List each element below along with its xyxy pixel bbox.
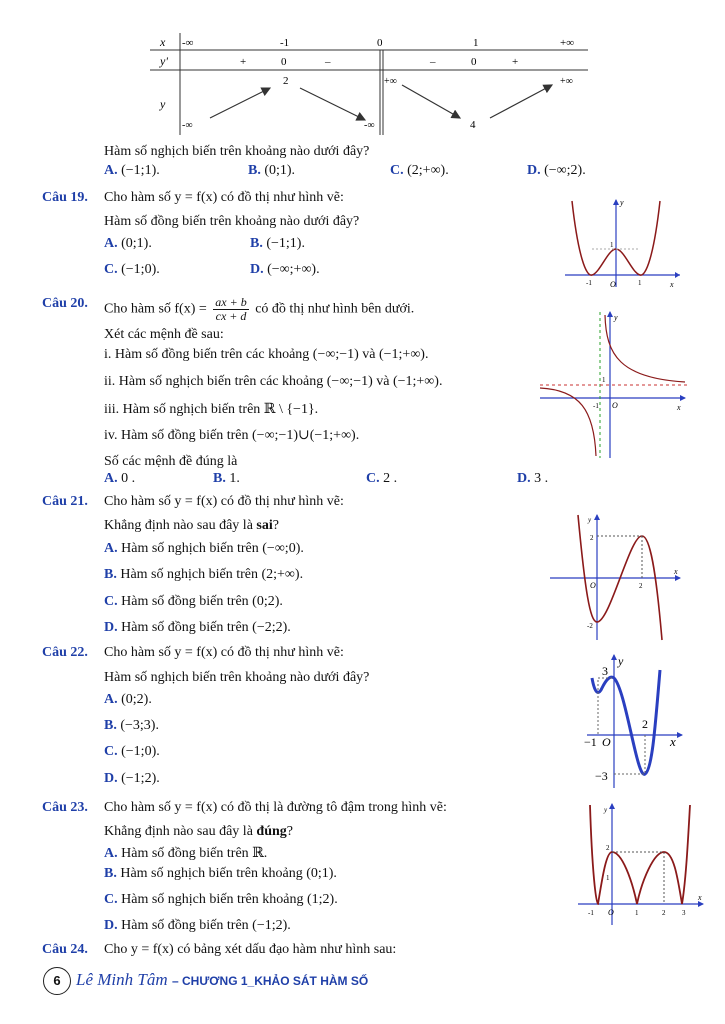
q19-tick-x1: 1 [638, 279, 642, 287]
option-letter: B. [248, 163, 261, 178]
option-letter: D. [104, 620, 118, 635]
vt-y-label: y [160, 97, 166, 111]
vt-y-5: +∞ [560, 76, 573, 87]
q22-option-c[interactable] [104, 744, 160, 760]
vt-x-0: -∞ [182, 37, 194, 49]
vt-sign-0: + [240, 56, 247, 68]
q18-option-a[interactable] [104, 163, 160, 179]
q19-origin: O [610, 280, 616, 289]
vt-yp-label: y' [160, 54, 168, 68]
option-letter: C. [104, 262, 118, 277]
option-letter: D. [104, 918, 118, 933]
option-letter: A. [104, 541, 118, 556]
q19-x-label: x [670, 280, 674, 289]
q21-option-d[interactable] [104, 620, 291, 636]
q23-tick-x2: 2 [662, 909, 666, 917]
q23-keyword: đúng [256, 824, 287, 839]
q20-option-c[interactable] [366, 471, 397, 487]
vt-x-4: +∞ [560, 37, 575, 49]
option-text: (−3;3). [120, 718, 159, 733]
q20-graph [540, 310, 690, 460]
option-letter: A. [104, 236, 118, 251]
option-text: 0 . [121, 471, 136, 486]
option-letter: B. [104, 718, 117, 733]
vt-arrow-down-1 [300, 88, 365, 120]
option-text: Hàm số nghịch biến trên (−∞;0). [121, 541, 304, 556]
q22-tick-x2: 2 [642, 717, 648, 731]
vt-x-2: 0 [377, 37, 383, 49]
q21-x-label: x [674, 567, 678, 576]
q20-y-label: y [614, 313, 618, 322]
q24-line1: Cho y = f(x) có bảng xét dấu đạo hàm như hình sau: [104, 942, 397, 957]
q20-line2: Xét các mệnh đề sau: [104, 327, 224, 342]
option-letter: A. [104, 471, 118, 486]
q22-line1: Cho hàm số y = f(x) có đồ thị như hình vẽ: [104, 645, 344, 660]
q21-option-c[interactable] [104, 594, 283, 610]
option-letter: C. [104, 594, 118, 609]
q19-option-b[interactable] [250, 236, 305, 252]
q19-y-label: y [620, 198, 624, 207]
q21-line2-start: Khẳng định nào sau đây là [104, 518, 257, 533]
option-text: (2;+∞). [407, 163, 449, 178]
vt-sign-4: 0 [471, 56, 477, 68]
q21-keyword: sai [256, 518, 273, 533]
q22-line2: Hàm số nghịch biến trên khoảng nào dưới đây? [104, 670, 370, 685]
q21-line1: Cho hàm số y = f(x) có đồ thị như hình vẽ: [104, 494, 344, 509]
q21-option-b[interactable] [104, 567, 303, 583]
q22-x-label: x [670, 734, 676, 749]
q23-option-a[interactable] [104, 845, 267, 862]
option-text: (−∞;2). [544, 163, 586, 178]
q22-option-b[interactable] [104, 718, 159, 734]
vt-y-4: 4 [470, 119, 476, 131]
q20-tick-xm1: -1 [593, 402, 599, 410]
q23-x-label: x [698, 893, 702, 902]
option-text: Hàm số nghịch biến trên khoảng (1;2). [121, 892, 338, 907]
q23-tick-y1: 1 [606, 874, 610, 882]
option-text: 2 . [383, 471, 398, 486]
vt-arrow-up-2 [490, 85, 552, 118]
q23-line2 [104, 824, 293, 840]
q20-statement-iv: iv. Hàm số đồng biến trên (−∞;−1)∪(−1;+∞). [104, 428, 360, 443]
option-text: (0;1). [121, 236, 152, 251]
vt-sign-3: – [430, 56, 436, 68]
q23-option-d[interactable] [104, 918, 291, 934]
q20-statement-iii: iii. Hàm số nghịch biến trên ℝ \ {−1}. [104, 402, 319, 417]
q23-tick-x1: 1 [635, 909, 639, 917]
q20-tick-y1: 1 [602, 376, 606, 384]
q20-x-label: x [677, 403, 681, 412]
q22-tick-xm1: −1 [584, 735, 597, 749]
vt-y-3: -∞ [364, 120, 375, 131]
q18-option-c[interactable] [390, 163, 449, 179]
q22-origin: O [602, 735, 611, 749]
q19-tick-xm1: -1 [586, 279, 592, 287]
q23-tick-xm1: -1 [588, 909, 594, 917]
option-letter: B. [104, 567, 117, 582]
option-letter: A. [104, 692, 118, 707]
q19-option-a[interactable] [104, 236, 152, 252]
q21-tick-y2: 2 [590, 534, 594, 542]
option-letter: D. [517, 471, 531, 486]
vt-x-label: x [160, 35, 166, 49]
page-number: 6 [43, 967, 71, 995]
option-text: (−1;0). [121, 262, 160, 277]
vt-y-2: +∞ [384, 76, 397, 87]
q23-tick-x3: 3 [682, 909, 686, 917]
q18-option-b[interactable] [248, 163, 295, 179]
q20-option-d[interactable] [517, 471, 548, 487]
option-letter: B. [213, 471, 226, 486]
q20-line1 [104, 296, 414, 323]
q19-option-c[interactable] [104, 262, 160, 278]
option-letter: C. [104, 892, 118, 907]
vt-sign-2: – [325, 56, 331, 68]
vt-x-3: 1 [473, 37, 479, 49]
vt-y-0: -∞ [182, 120, 193, 131]
q21-line2 [104, 518, 279, 534]
option-text: (0;2). [121, 692, 152, 707]
q22-tick-ym3: −3 [595, 769, 608, 783]
q22-y-label: y [618, 654, 624, 668]
q21-y-label: y [588, 516, 592, 524]
option-text: Hàm số nghịch biến trên (2;+∞). [120, 567, 304, 582]
q22-option-d[interactable] [104, 771, 160, 787]
vt-arrow-down-2 [402, 85, 460, 118]
q20-frac-den: cx + d [215, 309, 247, 323]
option-letter: D. [250, 262, 264, 277]
q20-statement-ii: ii. Hàm số nghịch biến trên các khoảng (−∞;−1) và (−1;+∞). [104, 374, 443, 389]
option-text: Hàm số đồng biến trên (0;2). [121, 594, 283, 609]
q21-line2-end: ? [272, 518, 279, 533]
option-text: (−1;1). [121, 163, 160, 178]
vt-x-1: -1 [280, 37, 290, 49]
option-text: Hàm số nghịch biến trên khoảng (0;1). [120, 866, 337, 881]
option-letter: D. [104, 771, 118, 786]
q21-origin: O [590, 581, 596, 590]
q23-tick-y2: 2 [606, 844, 610, 852]
option-text: 3 . [534, 471, 549, 486]
option-text: (−1;0). [121, 744, 160, 759]
option-text: 1. [229, 471, 240, 486]
option-letter: C. [366, 471, 380, 486]
q20-frac-num: ax + b [215, 295, 247, 309]
q19-graph [560, 195, 685, 290]
q23-label: Câu 23. [42, 800, 88, 815]
q19-option-d[interactable] [250, 262, 320, 278]
q23-line2-end: ? [286, 824, 293, 839]
q21-tick-ym2: -2 [587, 622, 593, 630]
q21-label: Câu 21. [42, 494, 88, 509]
q24-label: Câu 24. [42, 942, 88, 957]
q20-option-a[interactable] [104, 471, 135, 487]
q23-origin: O [608, 908, 614, 917]
option-text: (−∞;+∞). [267, 262, 320, 277]
q19-tick-y1: 1 [610, 241, 614, 249]
option-letter: B. [250, 236, 263, 251]
chapter-title: – CHƯƠNG 1_KHẢO SÁT HÀM SỐ [172, 974, 369, 988]
q20-option-b[interactable] [213, 471, 240, 487]
q18-stem: Hàm số nghịch biến trên khoảng nào dưới đây? [104, 144, 370, 159]
option-letter: B. [104, 866, 117, 881]
option-letter: C. [104, 744, 118, 759]
q19-line1: Cho hàm số y = f(x) có đồ thị như hình vẽ: [104, 190, 344, 205]
option-text: Hàm số đồng biến trên (−2;2). [121, 620, 291, 635]
q21-tick-x2: 2 [639, 582, 643, 590]
q23-line2-start: Khẳng định nào sau đây là [104, 824, 257, 839]
option-letter: C. [390, 163, 404, 178]
q20-line1-end: có đồ thị như hình bên dưới. [255, 301, 415, 317]
q20-fraction [213, 296, 248, 323]
option-text: (0;1). [264, 163, 296, 178]
q20-line-count: Số các mệnh đề đúng là [104, 454, 238, 469]
q22-graph [582, 650, 692, 790]
q23-y-label: y [604, 806, 608, 814]
option-text: Hàm số đồng biến trên ℝ. [121, 846, 268, 861]
vt-sign-1: 0 [281, 56, 287, 68]
vt-sign-5: + [512, 56, 519, 68]
option-text: Hàm số đồng biến trên (−1;2). [121, 918, 291, 933]
option-letter: A. [104, 846, 118, 861]
q23-graph [578, 800, 708, 930]
q20-label: Câu 20. [42, 296, 88, 311]
author-signature: Lê Minh Tâm [76, 970, 168, 989]
q20-statement-i: i. Hàm số đồng biến trên các khoảng (−∞;−1) và (−1;+∞). [104, 347, 429, 362]
variation-table [140, 30, 600, 140]
q22-tick-y3: 3 [602, 664, 608, 678]
q20-origin: O [612, 401, 618, 410]
option-letter: A. [104, 163, 118, 178]
q19-label: Câu 19. [42, 190, 88, 205]
q23-line1: Cho hàm số y = f(x) có đồ thị là đường tô đậm trong hình vẽ: [104, 800, 447, 815]
option-text: (−1;1). [266, 236, 305, 251]
q18-option-d[interactable] [527, 163, 586, 179]
vt-arrow-up-1 [210, 88, 270, 118]
q19-line2: Hàm số đồng biến trên khoảng nào dưới đây? [104, 214, 360, 229]
vt-y-1: 2 [283, 75, 289, 87]
q20-line1-start: Cho hàm số f(x) = [104, 301, 207, 317]
q21-graph [550, 510, 685, 645]
option-letter: D. [527, 163, 541, 178]
q21-option-a[interactable] [104, 541, 304, 557]
q23-option-c[interactable] [104, 892, 338, 908]
q23-option-b[interactable] [104, 866, 337, 882]
q22-label: Câu 22. [42, 645, 88, 660]
q22-option-a[interactable] [104, 692, 152, 708]
option-text: (−1;2). [121, 771, 160, 786]
